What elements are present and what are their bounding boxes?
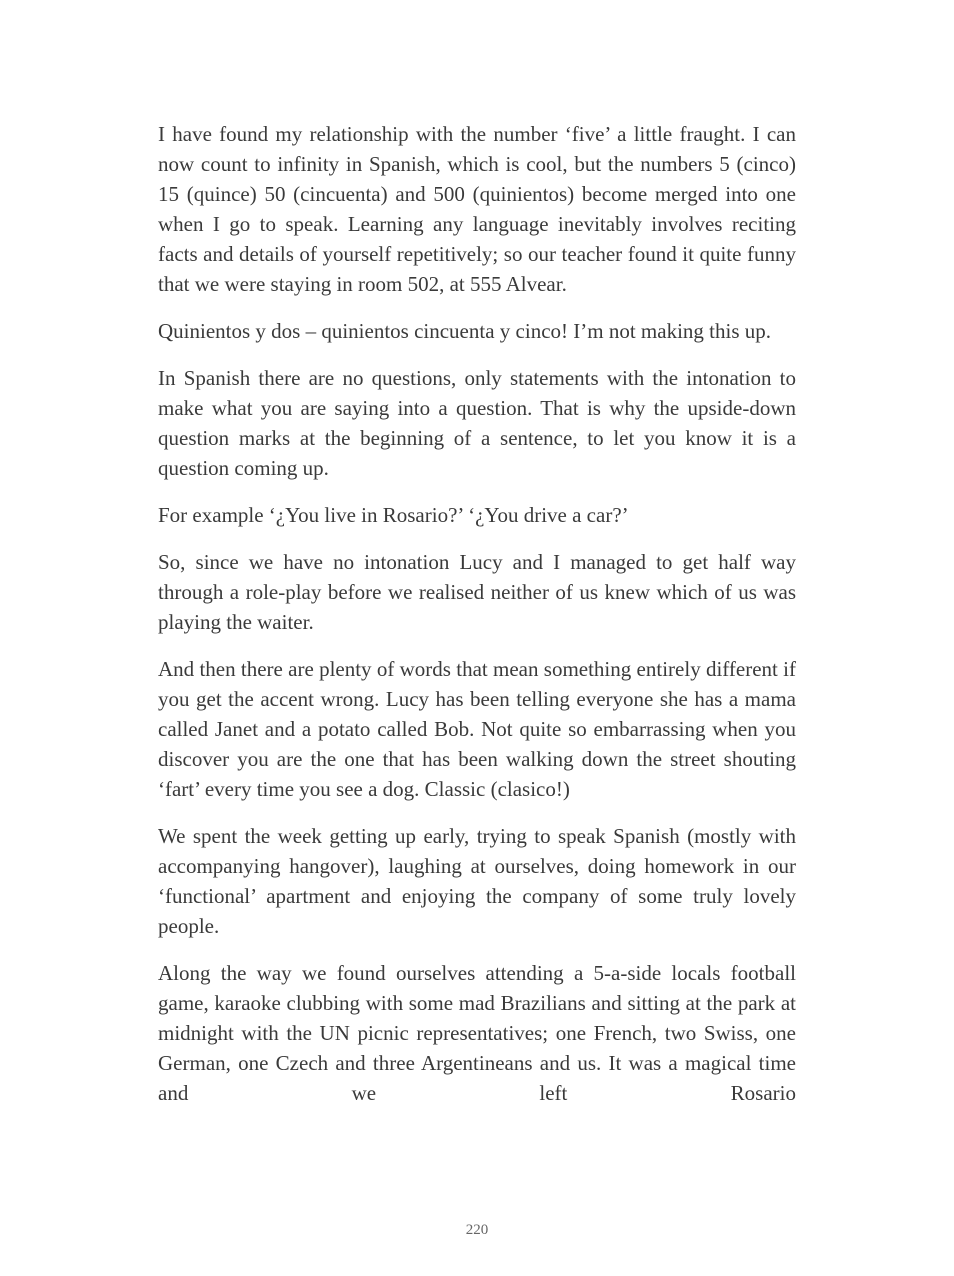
page-body [158,119,796,1108]
paragraph-1: I have found my relationship with the number ‘five’ a little fraught. I can now count to infinity in Spanish, which is cool, but the numbers 5 (cinco) 15 (quince) 50 (cincuenta) and 500 (quinientos) become merged into one when I go to speak. Learning any language inevitably involves reciting facts and details of yourself repetitively; so our teacher found it quite funny that we were staying in room 502, at 555 Alvear. [158,122,796,296]
paragraph-5: So, since we have no intonation Lucy and I managed to get half way through a role-play before we realised neither of us knew which of us was playing the waiter. [158,550,796,634]
paragraph-4: For example ‘¿You live in Rosario?’ ‘¿You drive a car?’ [158,503,629,527]
paragraph-7: We spent the week getting up early, trying to speak Spanish (mostly with accompanying hangover), laughing at ourselves, doing homework in our ‘functional’ apartment and enjoying the company of some truly lovely people. [158,824,796,938]
page-number: 220 [465,1222,489,1238]
paragraph-2: Quinientos y dos – quinientos cincuenta y cinco! I’m not making this up. [158,319,771,343]
paragraph-6: And then there are plenty of words that mean something entirely different if you get the accent wrong. Lucy has been telling everyone she has a mama called Janet and a potato called Bob. Not quite so embarrassing when you discover you are the one that has been walking down the street shouting ‘fart’ every time you see a dog. Classic (clasico!) [158,657,796,801]
paragraph-8: Along the way we found ourselves attending a 5-a-side locals football game, karaoke clubbing with some mad Brazilians and sitting at the park at midnight with the UN picnic representatives; one French, two Swiss, one German, one Czech and three Argentineans and us. It was a magical time and we left Rosario [158,961,796,1105]
paragraph-3: In Spanish there are no questions, only statements with the intonation to make what you are saying into a question. That is why the upside-down question marks at the beginning of a sentence, to let you know it is a question coming up. [158,366,796,480]
